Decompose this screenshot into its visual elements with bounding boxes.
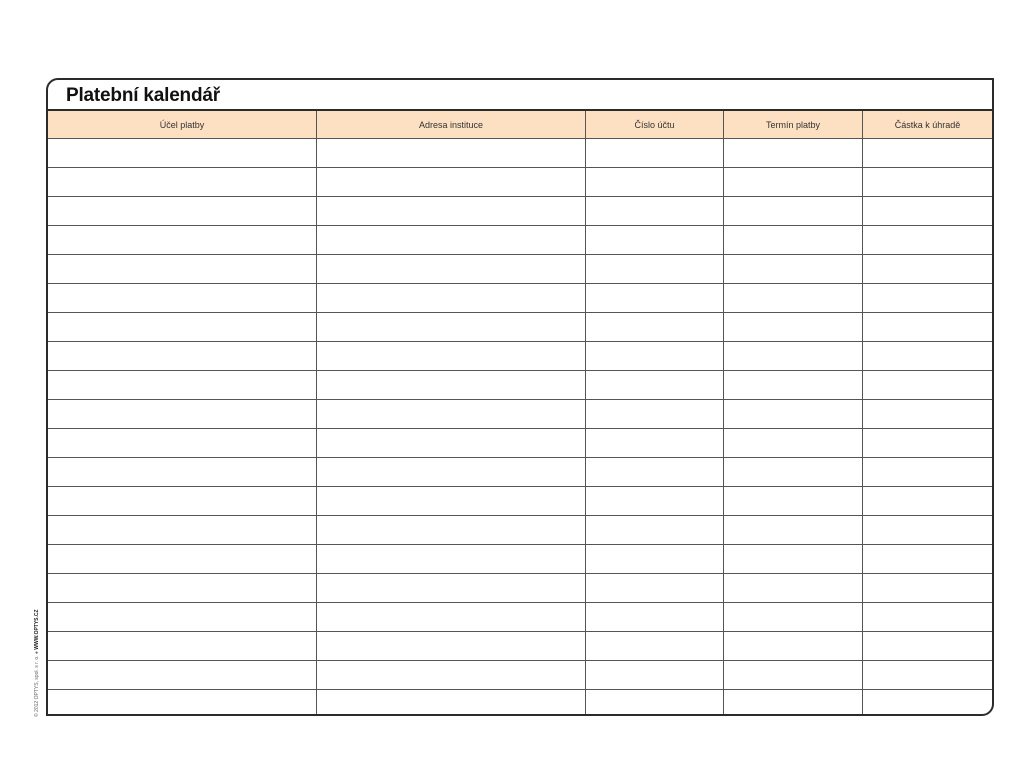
table-cell[interactable] [48,255,317,284]
table-cell[interactable] [586,139,724,168]
table-cell[interactable] [586,545,724,574]
table-cell[interactable] [863,255,993,284]
table-row [48,400,992,429]
table-cell[interactable] [48,661,317,690]
table-cell[interactable] [317,603,586,632]
payment-table [48,111,992,716]
page-title: Platební kalendář [48,80,992,111]
table-cell[interactable] [724,284,863,313]
table-cell[interactable] [724,487,863,516]
copyright-text: © 2012 OPTYS, spol. s r. o. ● [34,651,40,717]
table-row [48,284,992,313]
table-row [48,690,992,717]
column-header-purpose: Účel platby [48,111,317,139]
table-cell[interactable] [724,371,863,400]
table-row [48,574,992,603]
table-cell[interactable] [863,400,993,429]
table-cell[interactable] [317,197,586,226]
table-row [48,458,992,487]
table-cell[interactable] [586,400,724,429]
table-cell[interactable] [863,371,993,400]
table-cell[interactable] [724,255,863,284]
column-header-institution-address: Adresa instituce [317,111,586,139]
column-header-payment-date: Termín platby [724,111,863,139]
table-cell[interactable] [724,661,863,690]
table-cell[interactable] [863,197,993,226]
table-cell[interactable] [586,487,724,516]
table-cell[interactable] [586,168,724,197]
table-cell[interactable] [317,168,586,197]
table-cell[interactable] [317,429,586,458]
table-cell[interactable] [863,226,993,255]
table-row [48,139,992,168]
table-row [48,197,992,226]
table-cell[interactable] [48,632,317,661]
table-row [48,516,992,545]
table-cell[interactable] [586,690,724,717]
table-cell[interactable] [317,458,586,487]
table-cell[interactable] [724,342,863,371]
table-cell[interactable] [48,429,317,458]
table-cell[interactable] [48,603,317,632]
table-cell[interactable] [586,284,724,313]
table-cell[interactable] [724,632,863,661]
table-cell[interactable] [724,139,863,168]
table-cell[interactable] [48,400,317,429]
table-cell[interactable] [317,574,586,603]
table-cell[interactable] [863,690,993,717]
table-row [48,313,992,342]
table-cell[interactable] [863,139,993,168]
table-cell[interactable] [48,545,317,574]
table-cell[interactable] [586,371,724,400]
column-header-amount-due: Částka k úhradě [863,111,993,139]
table-row [48,661,992,690]
table-cell[interactable] [586,458,724,487]
table-cell[interactable] [724,429,863,458]
table-cell[interactable] [586,429,724,458]
table-cell[interactable] [586,313,724,342]
table-cell[interactable] [863,545,993,574]
table-cell[interactable] [48,139,317,168]
table-row [48,255,992,284]
table-cell[interactable] [317,255,586,284]
table-row [48,342,992,371]
table-row [48,226,992,255]
table-cell[interactable] [317,632,586,661]
table-row [48,545,992,574]
table-row [48,632,992,661]
table-row [48,371,992,400]
table-cell[interactable] [48,516,317,545]
table-cell[interactable] [317,226,586,255]
payment-calendar-sheet [46,78,994,716]
table-cell[interactable] [317,371,586,400]
table-cell[interactable] [863,487,993,516]
table-cell[interactable] [863,429,993,458]
table-cell[interactable] [863,342,993,371]
table-cell[interactable] [863,313,993,342]
column-header-account-number: Číslo účtu [586,111,724,139]
website-text: WWW.OPTYS.CZ [34,609,40,650]
copyright-footer [34,597,42,717]
table-row [48,603,992,632]
table-cell[interactable] [48,313,317,342]
table-cell[interactable] [48,690,317,717]
table-cell[interactable] [48,487,317,516]
table-cell[interactable] [724,603,863,632]
table-cell[interactable] [48,226,317,255]
table-row [48,168,992,197]
table-cell[interactable] [317,516,586,545]
table-cell[interactable] [863,458,993,487]
table-cell[interactable] [48,342,317,371]
table-cell[interactable] [863,516,993,545]
table-cell[interactable] [48,284,317,313]
table-cell[interactable] [317,313,586,342]
table-cell[interactable] [724,400,863,429]
table-row [48,487,992,516]
table-cell[interactable] [724,458,863,487]
table-cell[interactable] [317,545,586,574]
table-cell[interactable] [317,342,586,371]
table-cell[interactable] [317,400,586,429]
table-cell[interactable] [586,603,724,632]
table-cell[interactable] [724,313,863,342]
header-row [48,111,992,139]
table-cell[interactable] [317,139,586,168]
table-cell[interactable] [724,516,863,545]
table-cell[interactable] [48,197,317,226]
table-cell[interactable] [48,371,317,400]
table-cell[interactable] [863,168,993,197]
table-cell[interactable] [724,226,863,255]
table-cell[interactable] [724,168,863,197]
table-cell[interactable] [724,690,863,717]
table-cell[interactable] [586,197,724,226]
table-cell[interactable] [863,661,993,690]
table-row [48,429,992,458]
table-cell[interactable] [48,458,317,487]
table-cell[interactable] [586,255,724,284]
table-cell[interactable] [317,487,586,516]
table-cell[interactable] [317,690,586,717]
table-cell[interactable] [863,632,993,661]
table-cell[interactable] [724,197,863,226]
table-cell[interactable] [586,661,724,690]
table-cell[interactable] [317,661,586,690]
table-cell[interactable] [586,226,724,255]
table-cell[interactable] [863,574,993,603]
table-cell[interactable] [724,574,863,603]
table-cell[interactable] [586,342,724,371]
table-cell[interactable] [586,574,724,603]
table-cell[interactable] [48,574,317,603]
table-cell[interactable] [863,603,993,632]
table-cell[interactable] [724,545,863,574]
table-cell[interactable] [317,284,586,313]
table-cell[interactable] [586,632,724,661]
table-cell[interactable] [586,516,724,545]
table-cell[interactable] [863,284,993,313]
table-cell[interactable] [48,168,317,197]
